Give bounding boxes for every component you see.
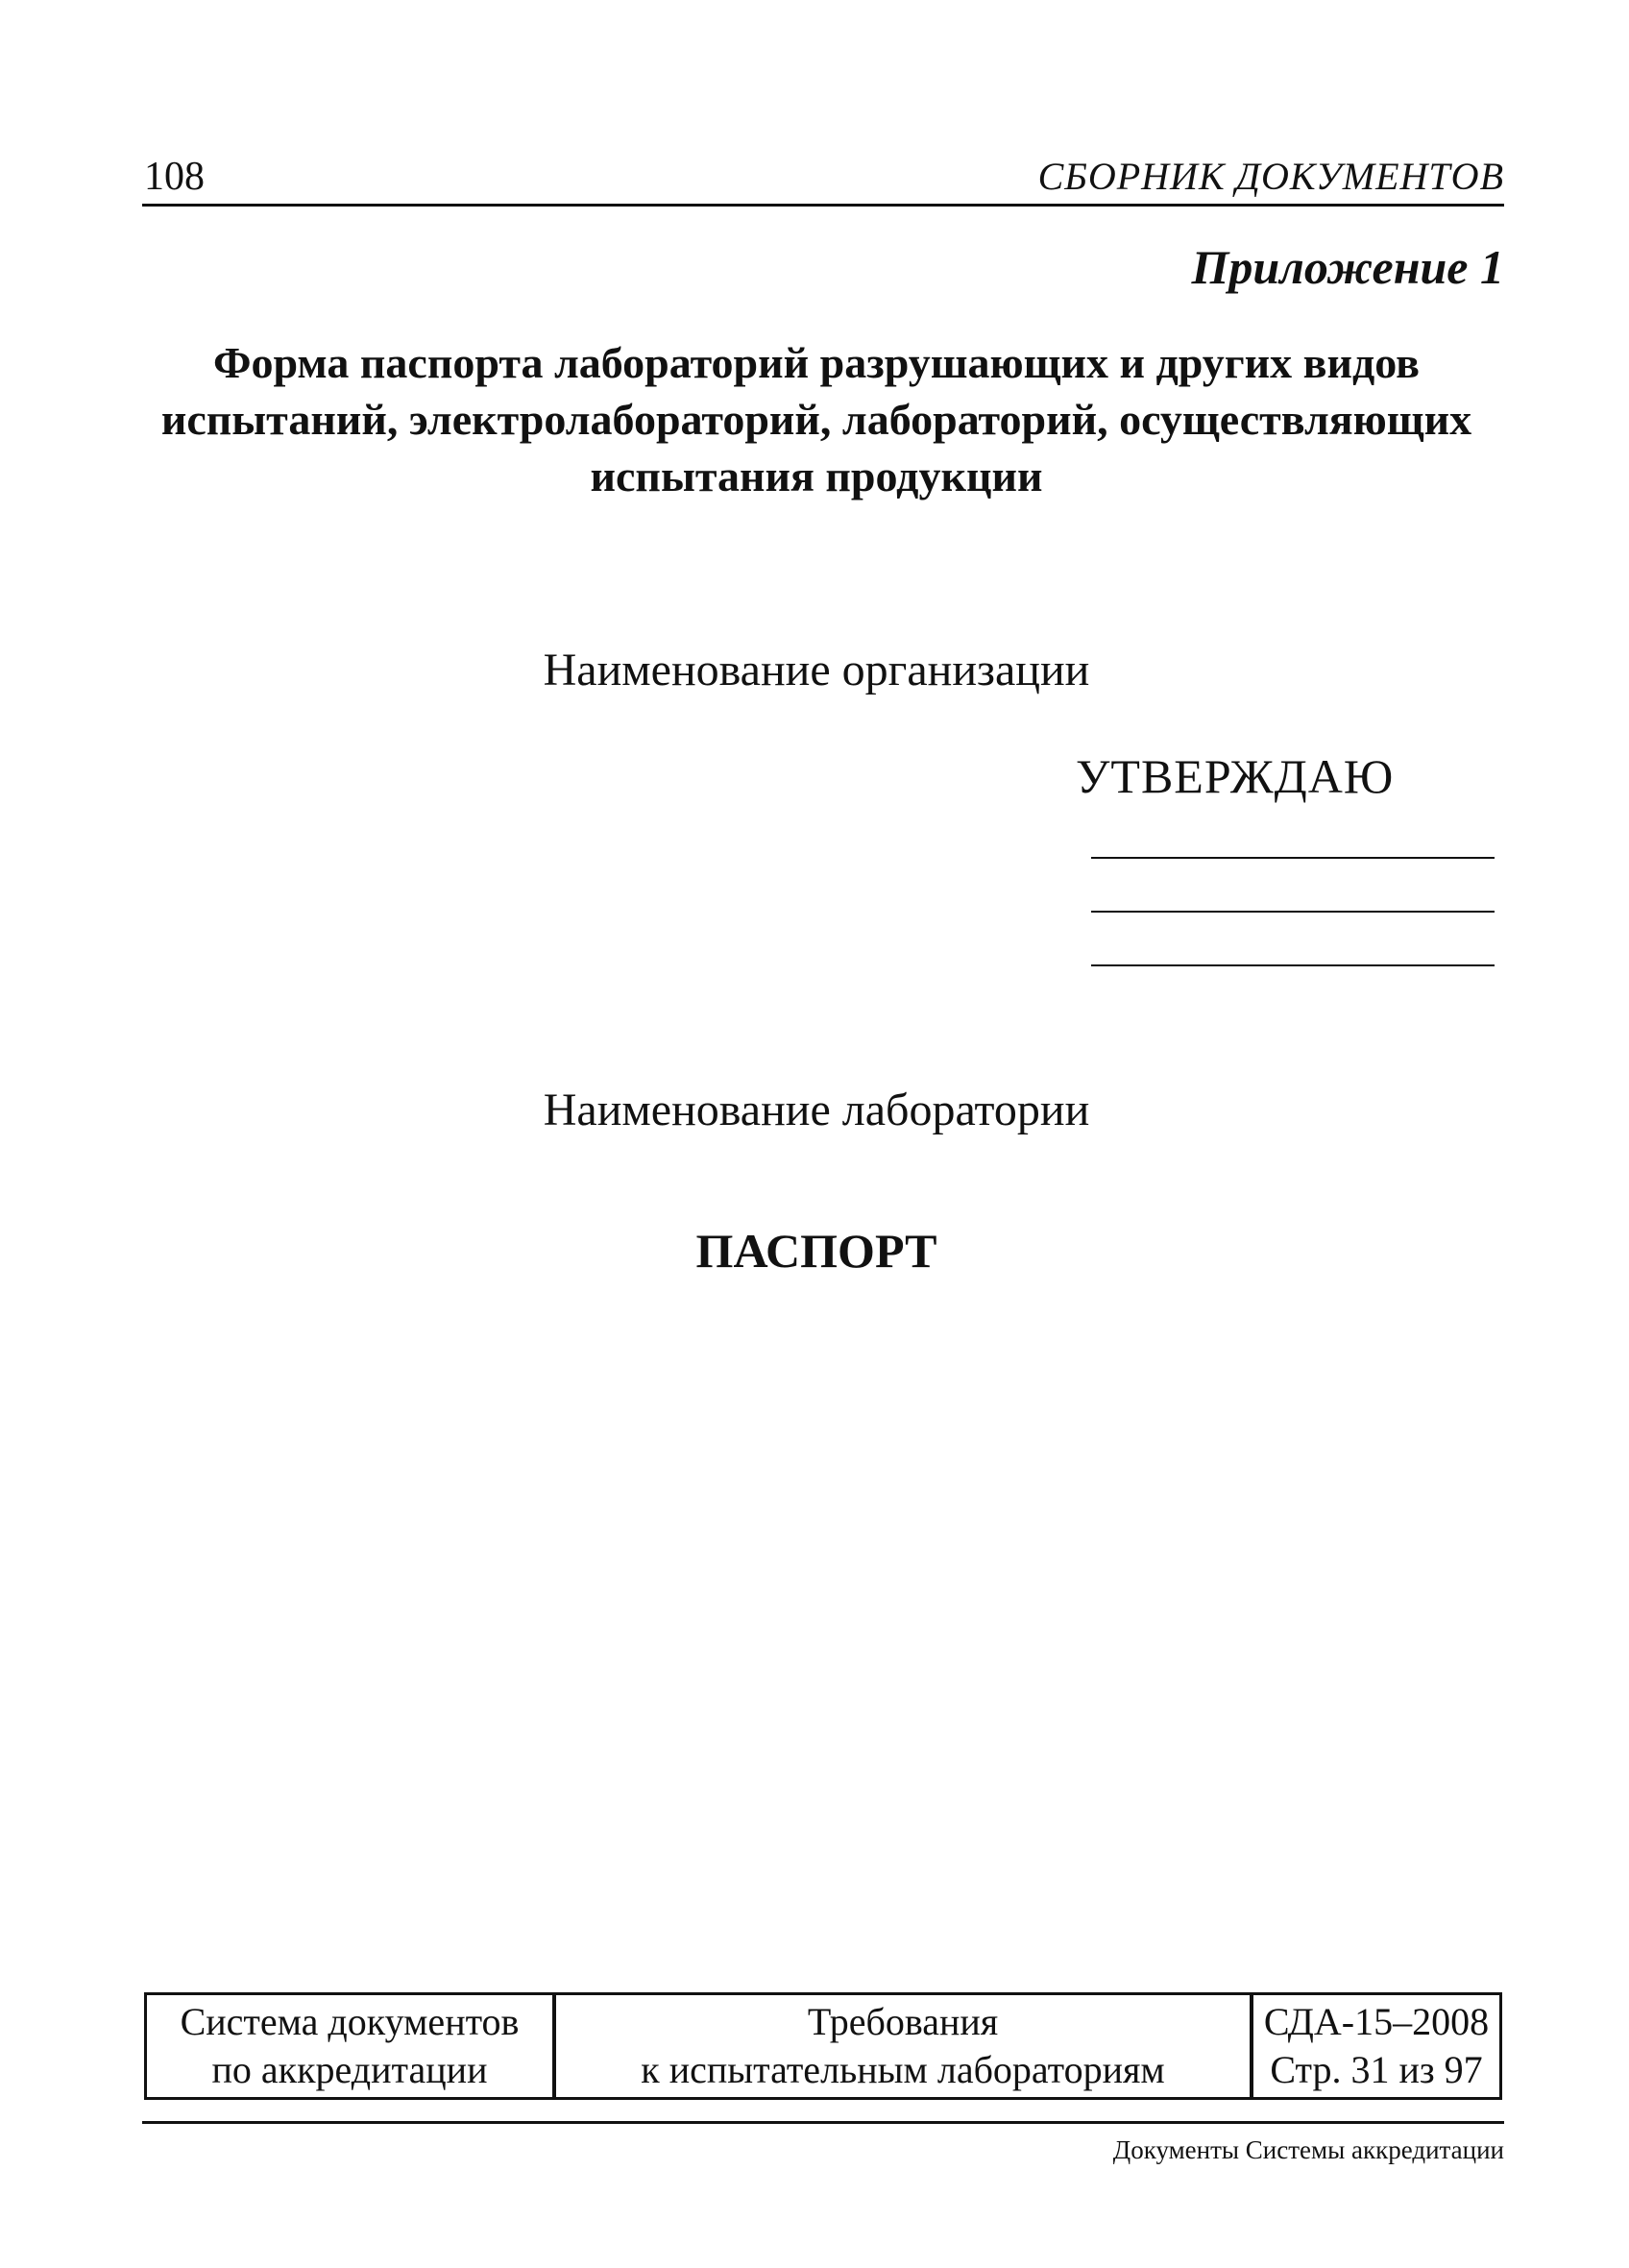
laboratory-label: Наименование лаборатории: [543, 1085, 1090, 1135]
footer-cell-system-line-1: Система документов: [180, 2000, 520, 2043]
page-number: 108: [144, 155, 205, 199]
form-title-line-1: Форма паспорта лабораторий разрушающих и других видов: [213, 338, 1420, 387]
form-title-line-2: испытаний, электролабораторий, лабораторий, осуществляющих: [160, 395, 1472, 444]
footer-cell-requirements-line-2: к испытательным лабораториям: [641, 2048, 1165, 2091]
signature-line: [1091, 911, 1495, 913]
footer-cell-code-line-2: Стр. 31 из 97: [1270, 2048, 1483, 2091]
footer-cell-requirements-line-1: Требования: [807, 2000, 999, 2043]
footer-source: Документы Системы аккредитации: [1112, 2135, 1504, 2164]
signature-line: [1091, 964, 1495, 966]
document-type-title: ПАСПОРТ: [695, 1224, 937, 1278]
running-title: СБОРНИК ДОКУМЕНТОВ: [1037, 155, 1504, 198]
footer-table: [144, 1992, 1502, 2100]
appendix-label: Приложение 1: [1191, 240, 1504, 294]
organization-label: Наименование организации: [543, 645, 1090, 695]
approval-label: УТВЕРЖДАЮ: [1076, 749, 1395, 803]
footer-cell-system: [147, 1995, 556, 2097]
footer-cell-code-line-1: СДА-15–2008: [1263, 2000, 1490, 2043]
header-rule: [142, 204, 1504, 207]
footer-cell-system-line-2: по аккредитации: [211, 2048, 488, 2091]
footer-cell-requirements: [556, 1995, 1253, 2097]
form-title-line-3: испытания продукции: [590, 451, 1043, 500]
footer-cell-code: [1253, 1995, 1499, 2097]
signature-line: [1091, 857, 1495, 859]
footer-rule: [142, 2121, 1504, 2124]
form-title: [144, 334, 1489, 504]
